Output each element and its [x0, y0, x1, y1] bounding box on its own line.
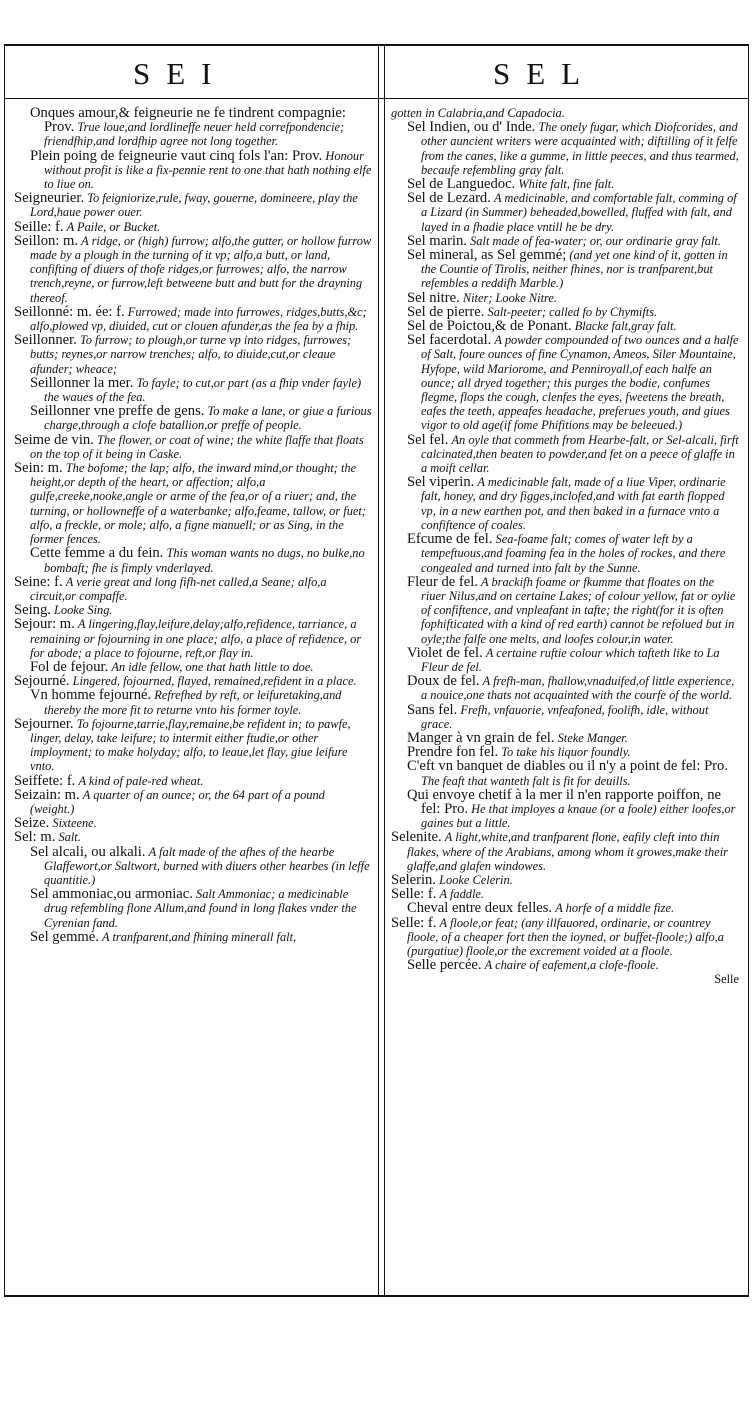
- catchword: Selle: [714, 972, 739, 987]
- definition: The feaft that wanteth falt is fit for deuills.: [421, 773, 631, 788]
- headword: Seiffete: f.: [14, 772, 76, 789]
- definition: Lingered, fojourned, flayed, remained,refident in a place.: [72, 674, 357, 689]
- headword: Onques amour,& feigneurie ne fe tindrent compagnie: Prov.: [30, 105, 346, 136]
- definition: A verie great and long fifh-net called,a Seane; alfo,a circuit,or compaffe.: [30, 574, 327, 603]
- definition: Sixteene.: [52, 816, 97, 831]
- headword: Sel marin.: [407, 232, 467, 249]
- definition: Salt-peeter; called fo by Chymifts.: [487, 304, 658, 319]
- definition: The onely fugar, which Diofcorides, and other auncient writers were acquainted with; diftilling of it felfe from the canes, like a gumme, in little peeces, and thus tearmed, becaufe refembling gray falt.: [421, 120, 739, 177]
- headword: Sel viperin.: [407, 474, 475, 491]
- dictionary-entry: [391, 703, 739, 731]
- dictionary-entry: [391, 475, 739, 532]
- dictionary-entry: [14, 220, 372, 234]
- definition: To fayle; to cut,or part (as a fhip vnder fayle) the waues of the fea.: [44, 375, 362, 405]
- definition: The bofome; the lap; alfo, the inward mind,or thought; the height,or depth of the heart, or affection; alfo,a gulfe,creeke,nooke,angle or arme of the fea,or of a riuer; and, the turning, or hollowneffe of a waterbanke; alfo,feame, tallow, or fuet; alfo, a freckle, or mole; alfo, a figne manuell; or as Sing, in the former fences.: [30, 461, 367, 547]
- headword: Sel de Poictou,& de Ponant.: [407, 318, 572, 335]
- dictionary-entry: [391, 191, 739, 234]
- definition: Looke Celerin.: [439, 872, 513, 887]
- definition: A certaine ruftie colour which tafteth like to La Fleur de fel.: [421, 645, 720, 674]
- headword: Efcume de fel.: [407, 531, 493, 548]
- definition: A light,white,and tranfparent flone, eafily cleft into thin flakes, where of the Arabians, among whom it growes,make their glaffe,and glafen windowes.: [407, 830, 728, 873]
- dictionary-entry: [391, 788, 739, 831]
- dictionary-entry: [391, 646, 739, 674]
- definition: Niter; Looke Nitre.: [462, 290, 557, 305]
- dictionary-entry: [14, 603, 372, 617]
- dictionary-entry: [14, 575, 372, 603]
- headword: Sejourné.: [14, 673, 70, 690]
- dictionary-entry: [14, 845, 372, 888]
- definition: To fojourne,tarrie,flay,remaine,be refident in; to pawfe, linger, delay, take leifure; to intermit either ftudie,or other imployment; to make holyday; alfo, to leaue,let flay, giue leifure vnto.: [30, 716, 351, 774]
- left-column: [14, 106, 372, 944]
- headword: Seine: f.: [14, 573, 63, 590]
- dictionary-entry: [391, 958, 739, 972]
- header-border: [4, 98, 749, 99]
- dictionary-entry: [391, 120, 739, 177]
- definition: A quarter of an ounce; or, the 64 part of a pound (weight.): [30, 787, 325, 816]
- dictionary-entry: [14, 149, 372, 192]
- running-head-left: SEI: [133, 56, 228, 91]
- left-border: [4, 44, 5, 1297]
- dictionary-entry: [391, 887, 739, 901]
- definition: An idle fellow, one that hath little to doe.: [111, 659, 314, 674]
- dictionary-entry: [391, 916, 739, 959]
- dictionary-entry: [391, 433, 739, 476]
- headword: Sel nitre.: [407, 289, 460, 306]
- dictionary-entry: [14, 674, 372, 688]
- headword: Seigneurier.: [14, 190, 85, 207]
- headword: Selerin.: [391, 871, 436, 888]
- headword: Seillonner la mer.: [30, 374, 134, 391]
- definition: A Paile, or Bucket.: [66, 219, 161, 234]
- headword: Sejourner.: [14, 715, 74, 732]
- headword: Plein poing de feigneurie vaut cinq fols l'an: Prov.: [30, 147, 323, 164]
- headword: Seizain: m.: [14, 786, 80, 803]
- headword: Seillonner vne preffe de gens.: [30, 403, 205, 420]
- dictionary-entry: [391, 106, 739, 120]
- right-border: [748, 44, 749, 1297]
- headword: Seillonné: m. ée: f.: [14, 303, 125, 320]
- headword: Sel de Lezard.: [407, 190, 491, 207]
- definition: gotten in Calabria,and Capadocia.: [391, 106, 565, 120]
- headword: Manger à vn grain de fel.: [407, 729, 555, 746]
- definition: Furrowed; made into furrowes, ridges,butts,&c; alfo,plowed vp, diuided, cut or clouen afunder,as the fea by a fhip.: [30, 304, 367, 334]
- headword: Seize.: [14, 815, 50, 832]
- dictionary-entry: [391, 759, 739, 787]
- column-divider-inner: [384, 44, 385, 1297]
- definition: A ridge, or (high) furrow; alfo,the gutter, or hollow furrow made by a plough in the turning of it vp; alfo,a butt, or land, confifting of diuers of thofe ridges,or furrowes; alfo, the narrow trench,reyne, or furrow,left betweene butt and butt for the drayning thereof.: [30, 233, 372, 305]
- dictionary-entry: [14, 305, 372, 333]
- dictionary-entry: [14, 788, 372, 816]
- headword: Qui envoye chetif à la mer il n'en rapporte poiffon, ne fel: Pro.: [407, 786, 721, 817]
- right-column: [391, 106, 739, 987]
- dictionary-entry: [14, 376, 372, 404]
- dictionary-entry: [14, 688, 372, 716]
- definition: Sea-foame falt; comes of water left by a tempeftuous,and foaming fea in the holes of rockes, and there congealed and turned into falt by the Sunne.: [421, 532, 726, 575]
- dictionary-entry: [391, 234, 739, 248]
- dictionary-entry: [14, 234, 372, 305]
- dictionary-entry: [391, 248, 739, 291]
- definition: Frefh, vnfauorie, vnfeafoned, foolifh, idle, without grace.: [421, 702, 709, 731]
- definition: To feigniorize,rule, fway, gouerne, domineere, play the Lord,haue power ouer.: [30, 191, 358, 220]
- headword: Selle: f.: [391, 914, 437, 931]
- headword: Selenite.: [391, 829, 442, 846]
- dictionary-entry: [391, 745, 739, 759]
- definition: Salt.: [58, 830, 81, 845]
- definition: A brackifh foame or fkumme that floates on the riuer Nilus,and on certaine Lakes; of colour yellow, fat or oylie of confiftence, and vnpleafant in tafte; the right(for it is often fophifticated with a kind of red earth) cannot be refolued but in oyle;the falfe one melts, and loofes colour,in water.: [421, 574, 736, 646]
- dictionary-entry: [391, 333, 739, 432]
- dictionary-entry: [14, 404, 372, 432]
- definition: An oyle that commeth from Hearbe-falt, or Sel-alcali, firft calcinated,then beaten to powder,and fet on a peece of glaffe in a moift cellar.: [421, 432, 739, 476]
- headword: Seillonner.: [14, 332, 77, 349]
- dictionary-entry: [391, 901, 739, 915]
- definition: Salt Ammoniac; a medicinable drug refembling flone Allum,and found in long flakes vnder the Cyrenian fand.: [44, 887, 357, 930]
- headword: Sejour: m.: [14, 616, 75, 633]
- definition: A lingering,flay,leifure,delay;alfo,refidence, tarriance, a remaining or fojourning in one place; alfo, a place of refidence, or for abode; a place to fojourne, reft,or flay in.: [30, 617, 362, 660]
- headword: Doux de fel.: [407, 673, 480, 690]
- headword: Sel facerdotal.: [407, 332, 492, 349]
- definition: True loue,and lordlineffe neuer held correfpondencie; friendfhip,and lordfhip agree not long together.: [44, 120, 345, 149]
- definition: A kind of pale-red wheat.: [78, 773, 204, 788]
- dictionary-entry: [391, 873, 739, 887]
- dictionary-entry: [391, 291, 739, 305]
- headword: Cheval entre deux felles.: [407, 900, 553, 917]
- definition: A falt made of the afhes of the hearbe Glaffewort,or Saltwort, burned with diuers other hearbes (in leffe quantitie.): [44, 844, 370, 887]
- headword: Sel alcali, ou alkali.: [30, 843, 146, 860]
- definition: A horfe of a middle fize.: [555, 901, 675, 916]
- headword: Selle: f.: [391, 886, 437, 903]
- headword: Sel de pierre.: [407, 303, 485, 320]
- headword: Seille: f.: [14, 218, 64, 235]
- headword: Violet de fel.: [407, 644, 483, 661]
- definition: Blacke falt,gray falt.: [574, 319, 677, 334]
- dictionary-entry: [14, 106, 372, 149]
- headword: Sel ammoniac,ou armoniac.: [30, 886, 193, 903]
- definition: Refrefhed by reft, or leifuretaking,and thereby the more fit to returne vnto his former toyle.: [44, 688, 342, 717]
- dictionary-entry: [14, 717, 372, 774]
- definition: To make a lane, or giue a furious charge,through a clofe batallion,or preffe of people.: [44, 404, 372, 433]
- definition: Steke Manger.: [557, 730, 628, 745]
- headword: Selle percée.: [407, 957, 482, 974]
- dictionary-entry: [14, 774, 372, 788]
- definition: Looke Sing.: [54, 603, 113, 618]
- bottom-border: [4, 1295, 749, 1297]
- dictionary-entry: [14, 816, 372, 830]
- headword: Sel gemmé.: [30, 928, 99, 945]
- dictionary-entry: [391, 830, 739, 873]
- headword: Sein: m.: [14, 460, 63, 477]
- definition: A chaire of eafement,a clofe-floole.: [484, 958, 659, 973]
- definition: This woman wants no dugs, no bulke,no bombaft; fhe is fimply vnderlayed.: [44, 546, 365, 575]
- top-border: [4, 44, 749, 46]
- headword: Vn homme fejourné.: [30, 687, 152, 704]
- dictionary-entry: [14, 433, 372, 461]
- headword: Cette femme a du fein.: [30, 545, 164, 562]
- dictionary-entry: [391, 177, 739, 191]
- definition: A frefh-man, fhallow,vnaduifed,of little experience, a nouice,one thats not acquainted with the courfe of the world.: [421, 674, 735, 703]
- definition: Salt made of fea-water; or, our ordinarie gray falt.: [470, 233, 721, 248]
- dictionary-entry: [14, 546, 372, 574]
- headword: C'eft vn banquet de diables ou il n'y a point de fel: Pro.: [407, 758, 728, 775]
- definition: Honour without profit is like a fix-pennie rent to one that hath nothing elfe to liue on.: [44, 148, 372, 192]
- dictionary-entry: [14, 191, 372, 219]
- definition: The flower, or coat of wine; the white flaffe that floats on the top of it being in Caske.: [30, 432, 364, 461]
- definition: A medicinable, and comfortable falt, comming of a Lizard (in Summer) beheaded,bowelled, fluffed with falt, and layed in a fhadie place vntill he be dry.: [421, 191, 737, 234]
- headword: Seillon: m.: [14, 232, 79, 249]
- definition: To furrow; to plough,or turne vp into ridges, furrowes; butts; reynes,or narrow trenches; alfo, to diuide,cut,or cleaue afunder; wheace;: [30, 333, 352, 376]
- definition: A floole,or feat; (any illfauored, ordinarie, or countrey floole, of a cheaper fort then the ioyned, or buffet-floole;) alfo,a (purgatiue) floole,or the excrement voided at a floole.: [407, 915, 724, 958]
- headword: Sel de Languedoc.: [407, 176, 516, 193]
- column-divider: [378, 44, 379, 1297]
- headword: Seime de vin.: [14, 431, 94, 448]
- definition: A powder compounded of two ounces and a halfe of Salt, foure ounces of fine Cynamon, Ameos, Siler Mountaine, Hyfope, wild Mariorome, and Penniroyall,of each halfe an ounce; all dryed together; this purges the bodie, confumes flegme, flops the cough, clenfes the eyes, fweetens the breath, eafes the teeth, appeafes headache, preferues youth, and giues vigor to old age(if fome Phifitions may be beleeued.): [421, 333, 739, 433]
- headword: Sel mineral, as Sel gemmé;: [407, 247, 567, 264]
- headword: Seing.: [14, 602, 51, 619]
- definition: To take his liquor foundly.: [501, 745, 631, 760]
- headword: Prendre fon fel.: [407, 744, 499, 761]
- definition: A faddle.: [439, 887, 485, 902]
- dictionary-entry: [14, 660, 372, 674]
- dictionary-entry: [391, 674, 739, 702]
- dictionary-entry: [14, 887, 372, 930]
- definition: (and yet one kind of it, gotten in the Countie of Tirolis, neither fhines, nor is tranfparent,but refembles a reddifh Marble.): [421, 248, 728, 291]
- dictionary-entry: [391, 731, 739, 745]
- dictionary-entry: [391, 319, 739, 333]
- headword: Sel: m.: [14, 829, 56, 846]
- definition: A tranfparent,and fhining minerall falt,: [102, 929, 297, 944]
- dictionary-entry: [391, 305, 739, 319]
- dictionary-entry: [391, 532, 739, 575]
- headword: Fleur de fel.: [407, 573, 478, 590]
- definition: He that imployes a knaue (or a foole) either loofes,or gaines but a little.: [421, 801, 736, 831]
- headword: Sans fel.: [407, 701, 458, 718]
- headword: Fol de fejour.: [30, 658, 109, 675]
- dictionary-entry: [14, 617, 372, 660]
- definition: White falt, fine falt.: [518, 177, 615, 192]
- definition: A medicinable falt, made of a liue Viper, ordinarie falt, honey, and dry figges,inclofed,and with fat earth flopped vp, in a new earthen pot, and then baked in a furnace vnto a confiftence of coales.: [421, 475, 726, 532]
- dictionary-entry: [14, 333, 372, 376]
- headword: Sel Indien, ou d' Inde.: [407, 119, 536, 136]
- dictionary-entry: [14, 930, 372, 944]
- dictionary-entry: [14, 830, 372, 844]
- dictionary-entry: [14, 461, 372, 546]
- headword: Sel fel.: [407, 431, 449, 448]
- dictionary-entry: [391, 575, 739, 646]
- running-head-right: SEL: [493, 56, 597, 91]
